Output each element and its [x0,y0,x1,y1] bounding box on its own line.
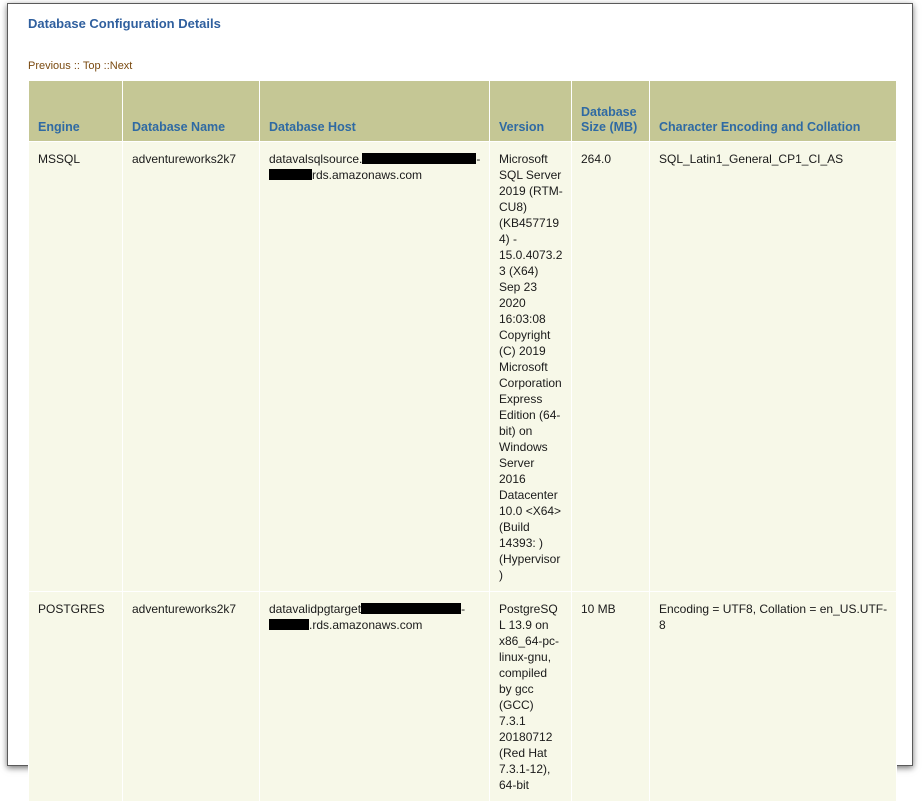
header-version: Version [490,81,571,141]
nav-links [28,60,132,72]
header-engine: Engine [29,81,122,141]
table-row [29,142,896,591]
cell-encoding: Encoding = UTF8, Collation = en_US.UTF-8 [650,592,896,801]
cell-database-size: 10 MB [572,592,649,801]
host-suffix: .rds.amazonaws.com [309,618,423,632]
cell-version: Microsoft SQL Server 2019 (RTM-CU8) (KB4577194) - 15.0.4073.23 (X64) Sep 23 2020 16:03:08 Copyright (C) 2019 Microsoft Corporation Express Edition (64-bit) on Windows Server 2016 Datacenter 10.0 <X64> (Build 14393: ) (Hypervisor) [490,142,571,591]
cell-database-host [260,592,489,801]
cell-engine: MSSQL [29,142,122,591]
cell-database-name: adventureworks2k7 [123,142,259,591]
cell-database-host [260,142,489,591]
cell-database-size: 264.0 [572,142,649,591]
host-suffix: rds.amazonaws.com [312,168,423,182]
top-link[interactable]: Top [82,60,101,72]
next-link[interactable]: Next [109,60,133,72]
previous-link[interactable]: Previous [28,60,71,72]
host-dash: - [476,152,481,166]
table-header-row [29,81,896,141]
host-dash: - [461,602,466,616]
page-title: Database Configuration Details [28,16,221,31]
header-encoding: Character Encoding and Collation [650,81,896,141]
nav-separator: :: [100,60,110,72]
header-database-size: Database Size (MB) [572,81,649,141]
report-frame [7,3,913,792]
header-database-host: Database Host [260,81,489,141]
redaction-block [361,603,461,614]
cell-engine: POSTGRES [29,592,122,801]
nav-separator: :: [70,60,83,72]
table-row [29,592,896,801]
header-database-name: Database Name [123,81,259,141]
host-prefix: datavalsqlsource. [269,152,363,166]
cell-encoding: SQL_Latin1_General_CP1_CI_AS [650,142,896,591]
config-table [28,80,897,802]
cell-version: PostgreSQL 13.9 on x86_64-pc-linux-gnu, compiled by gcc (GCC) 7.3.1 20180712 (Red Hat 7.3.1-12), 64-bit [490,592,571,801]
redaction-block [269,169,312,180]
redaction-block [269,619,309,630]
host-prefix: datavalidpgtarget [269,602,362,616]
redaction-block [362,153,476,164]
cell-database-name: adventureworks2k7 [123,592,259,801]
